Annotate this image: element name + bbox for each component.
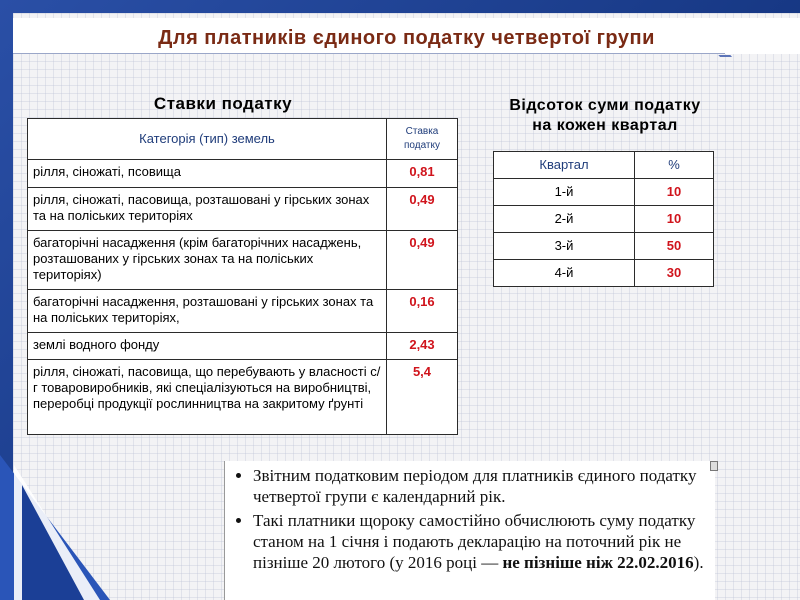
percent-cell: 10 xyxy=(635,179,714,206)
table-row xyxy=(494,179,714,206)
category-cell: багаторічні насадження (крім багаторічних насаджень, розташованих у гірських зонах та на поліських територіях) xyxy=(28,231,387,290)
note-text-prefix: Такі платники щороку самостійно обчислюють суму податку станом на 1 січня і подають декларацію на поточний рік не пізніше 20 лютого (у 2016 році — xyxy=(253,511,696,572)
category-header: Категорія (тип) земель xyxy=(28,119,387,160)
quarter-cell: 2-й xyxy=(494,206,635,233)
rate-cell: 2,43 xyxy=(387,333,458,360)
notes-box xyxy=(224,461,715,600)
box-handle xyxy=(710,461,718,471)
quarter-table xyxy=(493,151,714,287)
rate-header: Ставка податку xyxy=(387,119,458,160)
rate-cell: 0,49 xyxy=(387,231,458,290)
note-item xyxy=(253,465,709,507)
rate-cell: 0,81 xyxy=(387,160,458,188)
percent-cell: 10 xyxy=(635,206,714,233)
category-cell: землі водного фонду xyxy=(28,333,387,360)
quarter-cell: 4-й xyxy=(494,260,635,287)
quarter-cell: 3-й xyxy=(494,233,635,260)
rate-cell: 0,16 xyxy=(387,290,458,333)
quarter-header: Квартал xyxy=(494,152,635,179)
rate-cell: 0,49 xyxy=(387,188,458,231)
title-underline xyxy=(13,53,725,54)
category-cell: багаторічні насадження, розташовані у гірських зонах та на поліських територіях, xyxy=(28,290,387,333)
quarter-title-line-1: Відсоток суми податку xyxy=(509,97,701,114)
quarter-title-line-2: на кожен квартал xyxy=(532,117,678,134)
rate-cell: 5,4 xyxy=(387,360,458,435)
rates-header-row xyxy=(28,119,458,160)
table-row xyxy=(28,160,458,188)
deadline-text: не пізніше ніж 22.02.2016 xyxy=(502,553,694,572)
table-row xyxy=(28,188,458,231)
table-row xyxy=(28,333,458,360)
quarter-title xyxy=(480,96,730,136)
corner-decoration xyxy=(0,455,110,600)
rates-table xyxy=(27,118,458,435)
quarter-cell: 1-й xyxy=(494,179,635,206)
percent-header: % xyxy=(635,152,714,179)
quarter-header-row xyxy=(494,152,714,179)
table-row xyxy=(494,206,714,233)
rates-title: Ставки податку xyxy=(153,94,293,113)
category-cell: рілля, сіножаті, пасовища, розташовані у гірських зонах та на поліських територіях xyxy=(28,188,387,231)
slide-title: Для платників єдиного податку четвертої групи xyxy=(158,27,655,49)
table-row xyxy=(28,360,458,435)
category-cell: рілля, сіножаті, псовища xyxy=(28,160,387,188)
table-row xyxy=(494,260,714,287)
table-row xyxy=(28,231,458,290)
note-text: Звітним податковим періодом для платників єдиного податку четвертої групи є календарний рік. xyxy=(253,466,697,506)
percent-cell: 50 xyxy=(635,233,714,260)
notes-list xyxy=(225,465,715,573)
table-row xyxy=(28,290,458,333)
note-text-suffix: ). xyxy=(693,553,704,572)
note-item xyxy=(253,510,709,573)
category-cell: рілля, сіножаті, пасовища, що перебувають у власності с/г товаровиробників, які спеціалізуються на виробництві, переробці продукції рослинництва на закритому ґрунті xyxy=(28,360,387,435)
percent-cell: 30 xyxy=(635,260,714,287)
table-row xyxy=(494,233,714,260)
